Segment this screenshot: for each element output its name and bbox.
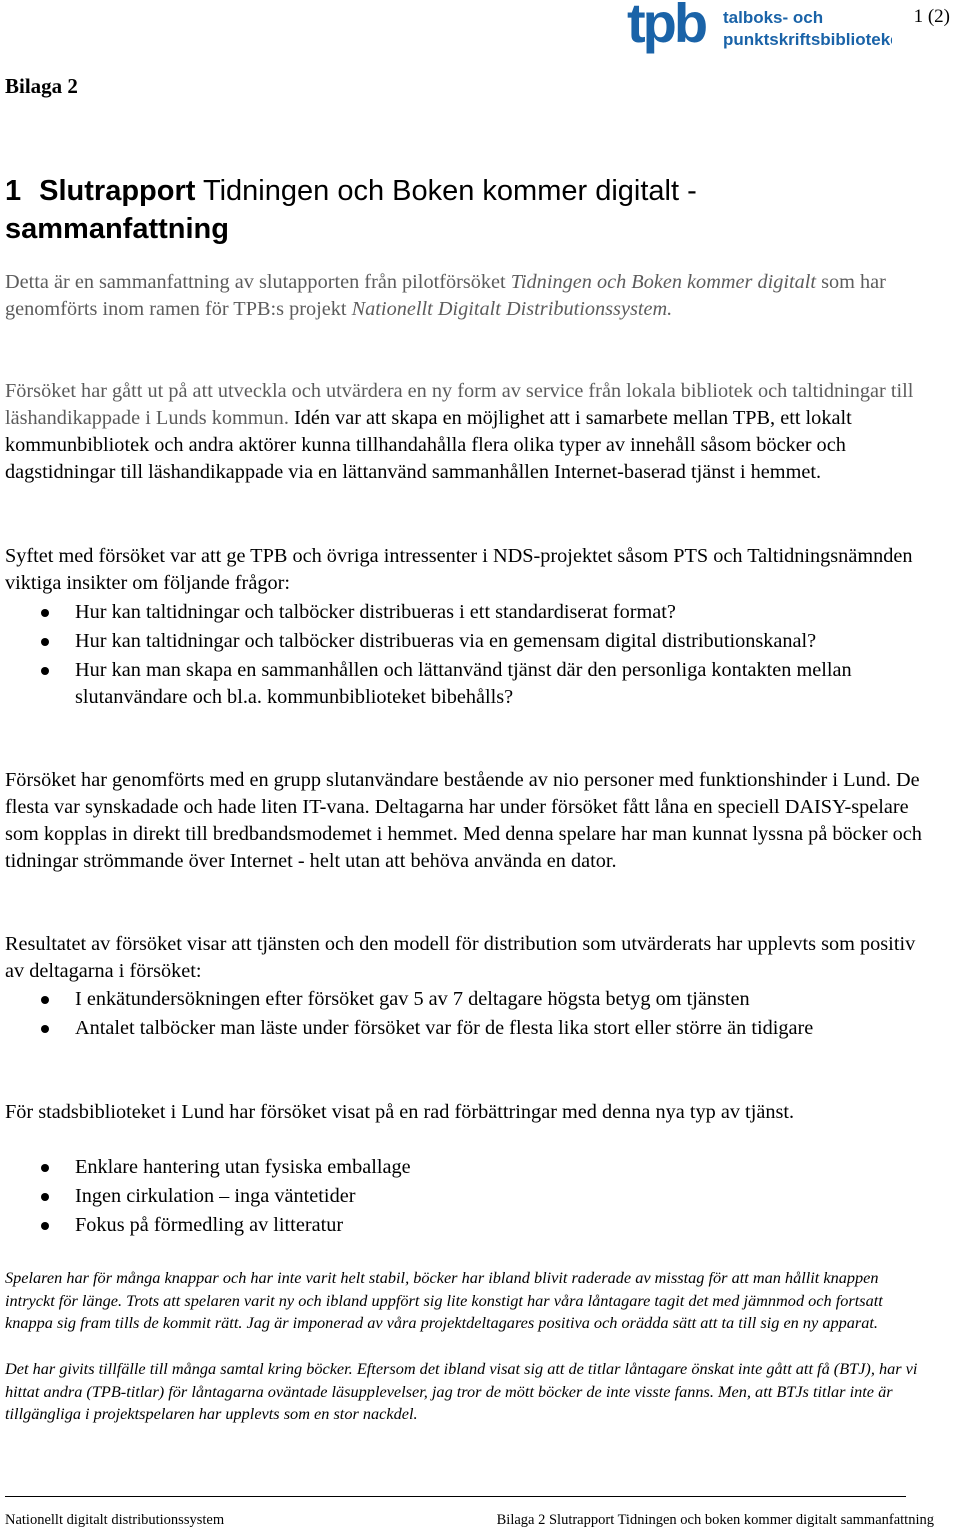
footer-right: Bilaga 2 Slutrapport Tidningen och boken kommer digitalt sammanfattning [496, 1512, 934, 1528]
footer-divider [5, 1496, 906, 1497]
logo-line2: punktskriftsbiblioteket [723, 30, 892, 49]
section-heading [5, 172, 905, 248]
intro-text-4: Nationellt Digitalt Distributionssystem. [351, 298, 673, 320]
list-item-text: Ingen cirkulation – inga väntetider [75, 1185, 356, 1207]
bullet-icon [41, 1164, 49, 1172]
bullet-icon [41, 638, 49, 646]
list-item [5, 1183, 935, 1210]
appendix-label: Bilaga 2 [5, 74, 78, 98]
list-item-text: Hur kan taltidningar och talböcker distribueras via en gemensam digital distributionskanal? [75, 630, 817, 652]
list-item [5, 628, 935, 655]
paragraph-4: Resultatet av försöket visar att tjänsten och den modell för distribution som utvärderats har upplevts som positiv av deltagarna i försöket: [5, 933, 916, 982]
paragraph-5: För stadsbiblioteket i Lund har försöket visat på en rad förbättringar med denna nya typ av tjänst. [5, 1101, 795, 1123]
list-item [5, 657, 935, 711]
list-item-text: Fokus på förmedling av litteratur [75, 1214, 344, 1236]
improvement-list [5, 1154, 935, 1241]
footer-left: Nationellt digitalt distributionssystem [5, 1512, 225, 1528]
bullet-icon [41, 609, 49, 617]
list-item-text: I enkätundersökningen efter försöket gav 5 av 7 deltagare högsta betyg om tjänsten [75, 988, 750, 1010]
bullet-icon [41, 1025, 49, 1033]
paragraph-1-normal: Idén var att skapa en möjlighet att i samarbete mellan TPB, ett lokalt kommunbibliotek och andra aktörer kunna tillhandahålla flera olika typer av innehåll såsom böcker och dagstidningar till läshandikappade via en lättanvänd sammanhållen Internet-baserad tjänst i hemmet. [5, 407, 852, 483]
paragraph-2: Syftet med försöket var att ge TPB och övriga intressenter i NDS-projektet såsom PTS och Taltidningsnämnden viktiga insikter om följande frågor: [5, 545, 913, 594]
list-item [5, 1015, 935, 1042]
intro-text-1: Detta är en sammanfattning av slutapporten från pilotförsöket [5, 271, 511, 293]
list-item [5, 1212, 935, 1239]
list-item [5, 1154, 935, 1181]
list-item-text: Hur kan man skapa en sammanhållen och lättanvänd tjänst där den personliga kontakten mellan slutanvändare och bl.a. kommunbiblioteket bibehålls? [75, 659, 852, 708]
result-list [5, 986, 935, 1044]
list-item-text: Hur kan taltidningar och talböcker distribueras i ett standardiserat format? [75, 601, 676, 623]
bullet-icon [41, 1193, 49, 1201]
paragraph-3: Försöket har genomförts med en grupp slutanvändare bestående av nio personer med funktionshinder i Lund. De flesta var synskadade och hade liten IT-vana. Deltagarna har under försöket fått låna en speciell DAISY-spelare som kopplas in direkt till bredbandsmodemet i hemmet. Med denna spelare har man kunnat lyssna på böcker och tidningar strömmande över Internet - helt utan att behöva använda en dator. [5, 769, 922, 872]
list-item [5, 986, 935, 1013]
page-number: 1 (2) [913, 6, 950, 27]
quote-1: Spelaren har för många knappar och har inte varit helt stabil, böcker har ibland blivit raderade av misstag för att man hållit knappen intryckt för länge. Trots att spelaren varit ny och ibland uppfört sig lite konstigt har våra låntagare tagit det med jämnmod och fortsatt knappa sig fram tills de kommit rätt. Jag är imponerad av våra projektdeltagares positiva och orädda sätt att ta till sig en ny apparat. [5, 1268, 883, 1333]
heading-bold: Slutrapport [39, 175, 196, 207]
intro-text-2: Tidningen och Boken kommer digitalt [510, 271, 817, 293]
paragraph-1 [5, 378, 935, 486]
bullet-icon [41, 1222, 49, 1230]
list-item-text: Enklare hantering utan fysiska emballage [75, 1156, 411, 1178]
quote-2: Det har givits tillfälle till många samtal kring böcker. Eftersom det ibland visat sig att de titlar låntagare önskat inte gått att få (BTJ), har vi hittat andra (TPB-titlar) för låntagarna oväntade läsupplevelser, jag tror de mött böcker de inte visste fanns. Men, att BTJs titlar inte är tillgängliga i projektspelaren har upplevts som en stor nackdel. [5, 1359, 918, 1424]
bullet-icon [41, 667, 49, 675]
intro-text-3: som har genomförts inom ramen för TPB:s projekt [5, 271, 886, 320]
heading-normal: Tidningen och Boken kommer digitalt - [202, 175, 697, 207]
question-list [5, 599, 935, 713]
logo-mark: tpb [627, 2, 706, 54]
list-item [5, 599, 935, 626]
paragraph-1-gray: Försöket har gått ut på att utveckla och utvärdera en ny form av service från lokala bibliotek och taltidningar till läshandikappade i Lunds kommun. [5, 380, 914, 429]
intro-paragraph [5, 269, 935, 323]
heading-line2: sammanfattning [5, 213, 229, 245]
bullet-icon [41, 996, 49, 1004]
list-item-text: Antalet talböcker man läste under försöket var för de flesta lika stort eller större än tidigare [75, 1017, 814, 1039]
logo-line1: talboks- och [723, 8, 824, 27]
tpb-logo [627, 2, 892, 54]
heading-number: 1 [5, 175, 22, 207]
